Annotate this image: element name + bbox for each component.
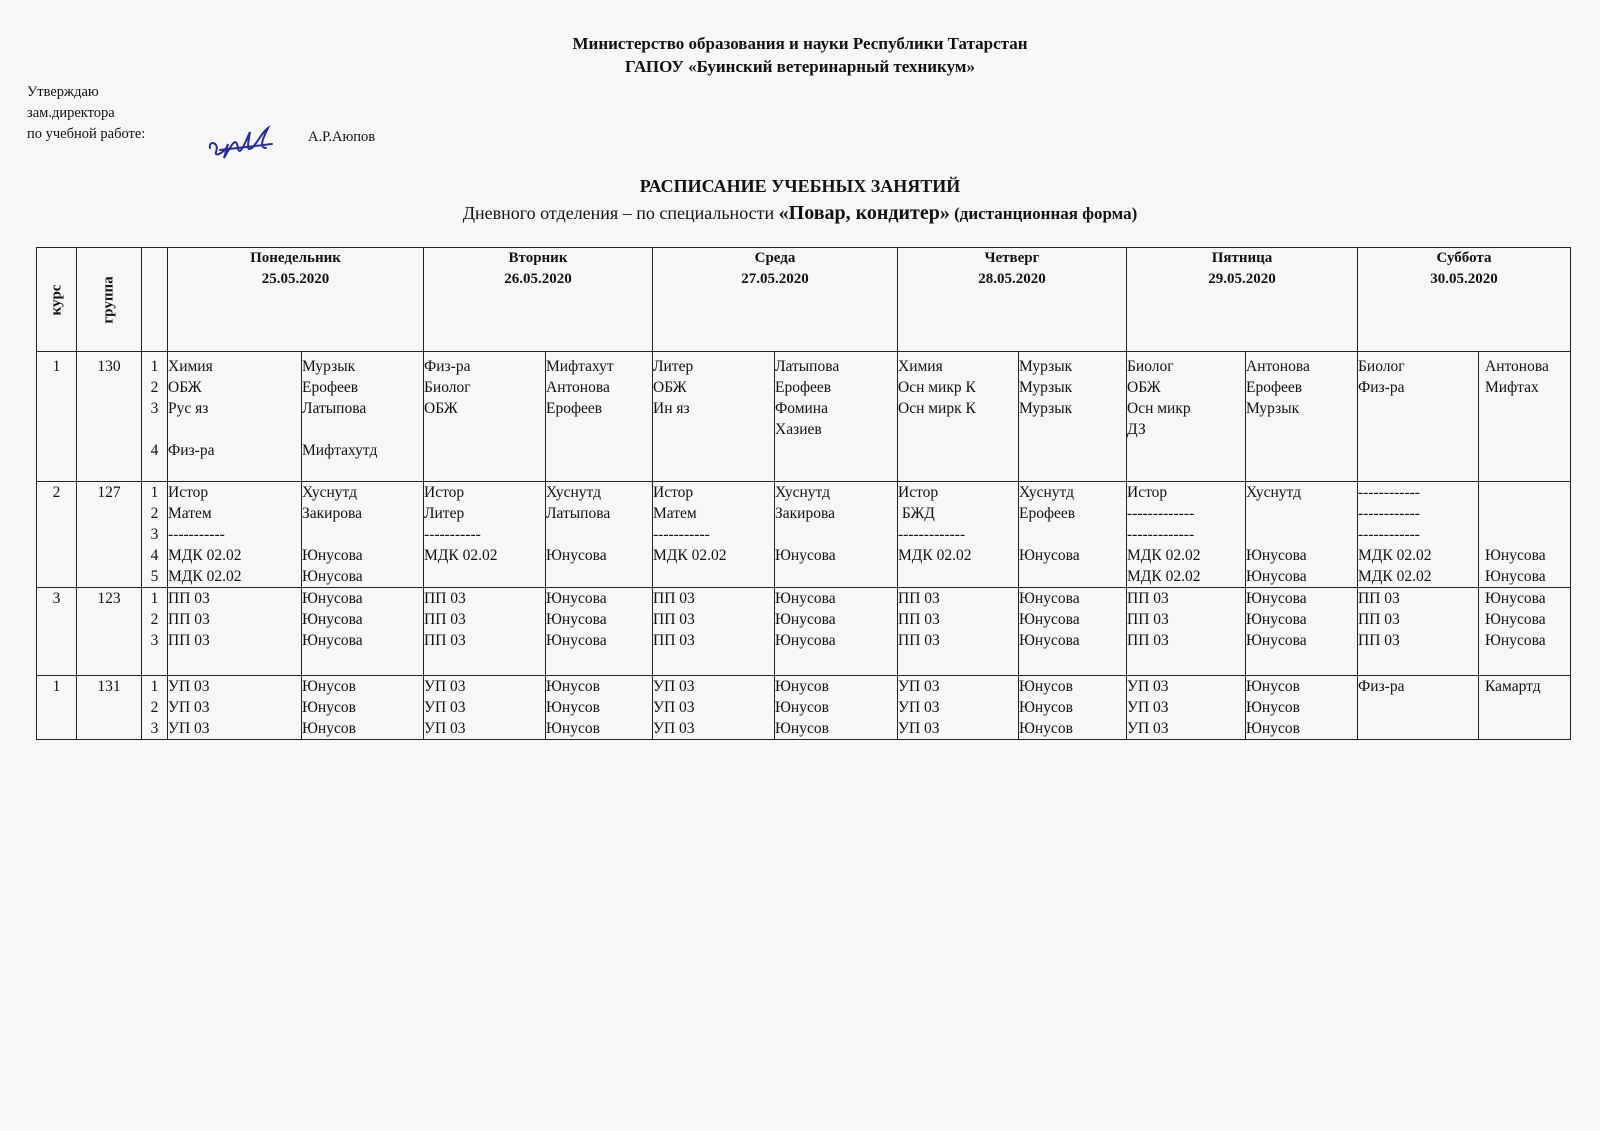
pair-numbers-cell (142, 482, 168, 588)
pair-number: 4 (150, 547, 159, 564)
group-header: группа (77, 248, 142, 352)
teacher-entry: Юнусова (1485, 568, 1546, 585)
teacher-entry: Юнусова (1246, 568, 1307, 585)
group-cell: 131 (77, 676, 142, 740)
subject-entry: ПП 03 (653, 590, 695, 607)
subject-entry: ----------- (424, 526, 481, 543)
subject-entry: ------------ (1358, 484, 1420, 501)
subjects-cell (168, 676, 302, 740)
teacher-entry: Антонова (1246, 358, 1310, 375)
teacher-entry (1485, 524, 1570, 545)
pair-number: 1 (150, 590, 159, 607)
teacher-entry: Мурзык (1019, 358, 1073, 375)
pair-number: 3 (150, 632, 159, 649)
subject-entry: МДК 02.02 (1358, 568, 1432, 585)
teacher-entry: Юнусов (775, 678, 829, 695)
teachers-cell (1019, 588, 1127, 676)
table-row (37, 482, 1571, 588)
subject-entry: ПП 03 (898, 611, 940, 628)
pair-number: 3 (150, 720, 159, 737)
subject-entry: Матем (168, 505, 212, 522)
subjects-cell (898, 482, 1019, 588)
pair-number: 1 (150, 484, 159, 501)
subject-entry: Истор (168, 484, 209, 501)
teacher-entry: Юнусова (1246, 547, 1307, 564)
teacher-entry (1246, 524, 1357, 545)
teacher-entry: Ерофеев (1246, 379, 1303, 396)
subject-entry: МДК 02.02 (1358, 547, 1432, 564)
subject-entry: ПП 03 (1127, 632, 1169, 649)
schedule-subtitle (0, 202, 1600, 225)
subject-entry: ОБЖ (168, 379, 202, 396)
day-header-wednesday: Среда 27.05.2020 (653, 248, 898, 352)
kurs-cell: 3 (37, 588, 77, 676)
teacher-entry: Юнусова (775, 632, 836, 649)
subject-entry: ПП 03 (1127, 611, 1169, 628)
teachers-cell (1479, 676, 1571, 740)
teacher-entry: Юнусова (1485, 632, 1546, 649)
teacher-entry: Хуснутд (1246, 484, 1301, 501)
subject-entry: МДК 02.02 (168, 568, 242, 585)
pair-number: 1 (150, 678, 159, 695)
teachers-cell (546, 482, 653, 588)
table-row (37, 352, 1571, 482)
subject-entry: Ин яз (653, 400, 690, 417)
teachers-cell (1019, 482, 1127, 588)
day-header-friday: Пятница 29.05.2020 (1127, 248, 1358, 352)
subject-entry: Матем (653, 505, 697, 522)
pair-numbers-cell (142, 676, 168, 740)
teacher-entry: Ерофеев (546, 400, 603, 417)
subject-entry: УП 03 (898, 720, 940, 737)
teacher-entry: Юнусова (546, 611, 607, 628)
teacher-entry: Юнусов (302, 720, 356, 737)
subject-entry: УП 03 (898, 699, 940, 716)
teacher-entry: Юнусова (1019, 547, 1080, 564)
subject-entry: ПП 03 (424, 632, 466, 649)
subjects-cell (168, 482, 302, 588)
teachers-cell (1479, 588, 1571, 676)
teacher-entry: Юнусова (1246, 611, 1307, 628)
teachers-cell (1246, 352, 1358, 482)
subjects-cell (653, 482, 775, 588)
teachers-cell (546, 676, 653, 740)
teacher-entry (302, 419, 423, 440)
teacher-entry: Юнусова (1019, 611, 1080, 628)
handwritten-signature (206, 118, 278, 164)
pair-number: 2 (150, 505, 159, 522)
teachers-cell (1246, 676, 1358, 740)
teacher-entry: Юнусов (1019, 720, 1073, 737)
teacher-entry: Латыпова (546, 505, 611, 522)
teacher-entry: Юнусова (1019, 632, 1080, 649)
subject-entry: ПП 03 (168, 590, 210, 607)
subject-entry: ПП 03 (168, 632, 210, 649)
subjects-cell (1127, 352, 1246, 482)
pair-number: 2 (150, 699, 159, 716)
subject-entry: Осн микр (1127, 400, 1191, 417)
teachers-cell (1479, 482, 1571, 588)
teachers-cell (1019, 676, 1127, 740)
pair-number: 4 (150, 442, 159, 459)
teachers-cell (1019, 352, 1127, 482)
teacher-entry: Юнусов (546, 678, 600, 695)
subject-entry: ДЗ (1127, 421, 1146, 438)
subject-entry: ПП 03 (424, 611, 466, 628)
teacher-entry: Мифтах (1485, 379, 1539, 396)
teacher-entry: Юнусова (1485, 611, 1546, 628)
subject-entry: УП 03 (424, 699, 466, 716)
subjects-cell (898, 676, 1019, 740)
subject-entry: Литер (653, 358, 694, 375)
pair-numbers-cell (142, 352, 168, 482)
subject-entry: Физ-ра (424, 358, 471, 375)
school-name: ГАПОУ «Буинский ветеринарный техникум» (625, 57, 975, 76)
teacher-entry: Юнусов (775, 699, 829, 716)
subjects-cell (1358, 588, 1479, 676)
teacher-entry: Юнусов (302, 678, 356, 695)
teachers-cell (302, 676, 424, 740)
subject-entry: УП 03 (653, 678, 695, 695)
subjects-cell (898, 588, 1019, 676)
teachers-cell (775, 352, 898, 482)
subject-entry: ----------- (653, 526, 710, 543)
teacher-entry: Юнусова (546, 590, 607, 607)
teacher-entry (775, 524, 897, 545)
group-cell: 123 (77, 588, 142, 676)
teacher-entry: Юнусова (302, 568, 363, 585)
subject-entry: Физ-ра (168, 442, 215, 459)
teacher-entry (1019, 524, 1126, 545)
teacher-entry: Юнусова (1246, 632, 1307, 649)
teacher-entry: Юнусова (1485, 590, 1546, 607)
subject-entry: Осн микр К (898, 379, 976, 396)
subject-entry: МДК 02.02 (653, 547, 727, 564)
kurs-cell: 1 (37, 352, 77, 482)
subjects-cell (653, 676, 775, 740)
teacher-entry: Камартд (1485, 678, 1541, 695)
subject-entry: МДК 02.02 (1127, 568, 1201, 585)
subject-entry: ------------- (1127, 526, 1195, 543)
signer-name: А.Р.Аюпов (308, 129, 376, 145)
subject-entry: ПП 03 (653, 632, 695, 649)
schedule-title: РАСПИСАНИЕ УЧЕБНЫХ ЗАНЯТИЙ (639, 176, 961, 196)
teachers-cell (775, 482, 898, 588)
approval-line-3: по учебной работе: (27, 126, 146, 142)
day-header-tuesday: Вторник 26.05.2020 (424, 248, 653, 352)
pair-number-header (142, 248, 168, 352)
day-header-thursday: Четверг 28.05.2020 (898, 248, 1127, 352)
subjects-cell (653, 588, 775, 676)
subjects-cell (1127, 588, 1246, 676)
subject-entry: ПП 03 (1358, 632, 1400, 649)
subject-entry: МДК 02.02 (168, 547, 242, 564)
teachers-cell (1479, 352, 1571, 482)
teachers-cell (1246, 588, 1358, 676)
subject-entry: ОБЖ (653, 379, 687, 396)
subject-entry: ПП 03 (168, 611, 210, 628)
subject-entry: Биолог (1127, 358, 1174, 375)
teacher-entry: Юнусова (775, 590, 836, 607)
subject-entry: МДК 02.02 (424, 547, 498, 564)
subject-entry: ОБЖ (424, 400, 458, 417)
teacher-entry: Юнусова (302, 632, 363, 649)
subject-entry: Биолог (424, 379, 471, 396)
subject-entry: ПП 03 (653, 611, 695, 628)
pair-number: 1 (150, 358, 159, 375)
document-header (0, 32, 1600, 78)
subject-entry: ------------- (898, 526, 966, 543)
subtitle-prefix: Дневного отделения – по специальности (462, 203, 779, 223)
subject-entry: УП 03 (1127, 720, 1169, 737)
teacher-entry: Юнусов (546, 720, 600, 737)
subject-entry: Истор (898, 484, 939, 501)
subject-entry: УП 03 (168, 699, 210, 716)
subject-entry: УП 03 (424, 720, 466, 737)
subject-entry: Истор (424, 484, 465, 501)
subject-entry: БЖД (898, 505, 935, 522)
teacher-entry: Юнусов (302, 699, 356, 716)
subject-entry: Химия (168, 358, 213, 375)
teacher-entry: Латыпова (775, 358, 840, 375)
teacher-entry: Ерофеев (775, 379, 832, 396)
teacher-entry: Антонова (1485, 358, 1549, 375)
subject-entry: УП 03 (653, 720, 695, 737)
teacher-entry: Юнусова (302, 590, 363, 607)
teacher-entry: Юнусова (546, 547, 607, 564)
subject-entry: ----------- (168, 526, 225, 543)
ministry-name: Министерство образования и науки Республики Татарстан (572, 34, 1028, 53)
subject-entry: ------------ (1358, 526, 1420, 543)
day-header-saturday: Суббота 30.05.2020 (1358, 248, 1571, 352)
specialty-name: «Повар, кондитер» (778, 202, 950, 224)
teacher-entry: Мифтахут (546, 358, 614, 375)
teacher-entry: Хуснутд (302, 484, 357, 501)
kurs-header: курс (37, 248, 77, 352)
teachers-cell (1246, 482, 1358, 588)
subject-entry: Осн мирк К (898, 400, 976, 417)
subject-entry: Физ-ра (1358, 678, 1405, 695)
table-row (37, 588, 1571, 676)
teacher-entry: Юнусова (775, 547, 836, 564)
subjects-cell (424, 588, 546, 676)
pair-number: 3 (150, 400, 159, 417)
teachers-cell (302, 482, 424, 588)
teacher-entry: Хуснутд (775, 484, 830, 501)
subject-entry: УП 03 (898, 678, 940, 695)
subject-entry: УП 03 (168, 720, 210, 737)
subjects-cell (1358, 676, 1479, 740)
teacher-entry: Юнусова (1485, 547, 1546, 564)
subject-entry: ПП 03 (424, 590, 466, 607)
pair-number: 5 (150, 568, 159, 585)
teacher-entry: Мурзык (1246, 400, 1300, 417)
approval-line-1: Утверждаю (27, 84, 99, 100)
pair-number: 2 (150, 379, 159, 396)
subjects-cell (168, 352, 302, 482)
teachers-cell (775, 588, 898, 676)
subject-entry: Истор (1127, 484, 1168, 501)
teacher-entry: Юнусов (1246, 720, 1300, 737)
subject-entry: ПП 03 (1358, 611, 1400, 628)
teacher-entry (1246, 503, 1357, 524)
teacher-entry: Юнусова (1019, 590, 1080, 607)
teacher-entry (546, 524, 652, 545)
teacher-entry: Мифтахутд (302, 442, 378, 459)
subject-entry: УП 03 (653, 699, 695, 716)
teacher-entry: Юнусова (302, 547, 363, 564)
teacher-entry: Юнусов (1019, 678, 1073, 695)
teacher-entry: Хазиев (775, 421, 822, 438)
pair-number (142, 419, 167, 440)
subjects-cell (1127, 676, 1246, 740)
subject-entry: УП 03 (424, 678, 466, 695)
teachers-cell (302, 588, 424, 676)
teacher-entry: Юнусов (1246, 678, 1300, 695)
subject-entry: ------------- (1127, 505, 1195, 522)
study-form: (дистанционная форма) (949, 204, 1138, 223)
teacher-entry: Латыпова (302, 400, 367, 417)
teachers-cell (546, 352, 653, 482)
kurs-cell: 2 (37, 482, 77, 588)
subject-entry: ПП 03 (1358, 590, 1400, 607)
kurs-cell: 1 (37, 676, 77, 740)
teacher-entry: Хуснутд (546, 484, 601, 501)
teacher-entry: Ерофеев (302, 379, 359, 396)
teachers-cell (546, 588, 653, 676)
subject-entry: МДК 02.02 (1127, 547, 1201, 564)
subjects-cell (1358, 352, 1479, 482)
teachers-cell (302, 352, 424, 482)
teacher-entry: Юнусова (775, 611, 836, 628)
pair-number: 3 (150, 526, 159, 543)
subject-entry: Литер (424, 505, 465, 522)
subject-entry: ПП 03 (1127, 590, 1169, 607)
group-cell: 127 (77, 482, 142, 588)
subject-entry: УП 03 (1127, 699, 1169, 716)
subject-entry: ПП 03 (898, 590, 940, 607)
pair-numbers-cell (142, 588, 168, 676)
subjects-cell (424, 676, 546, 740)
subjects-cell (1358, 482, 1479, 588)
subject-entry: ОБЖ (1127, 379, 1161, 396)
schedule-table (36, 247, 1571, 740)
teacher-entry (302, 524, 423, 545)
subject-entry: Биолог (1358, 358, 1405, 375)
subject-entry: УП 03 (1127, 678, 1169, 695)
table-header-row (37, 248, 1571, 352)
teacher-entry: Закирова (775, 505, 835, 522)
subjects-cell (898, 352, 1019, 482)
teachers-cell (775, 676, 898, 740)
subject-entry: Химия (898, 358, 943, 375)
approval-block (27, 82, 145, 145)
teacher-entry: Юнусов (1246, 699, 1300, 716)
teacher-entry: Юнусов (1019, 699, 1073, 716)
subject-entry: Истор (653, 484, 694, 501)
teacher-entry: Юнусов (546, 699, 600, 716)
teacher-entry (1485, 503, 1570, 524)
subject-entry: Рус яз (168, 400, 209, 417)
subject-entry: Физ-ра (1358, 379, 1405, 396)
teacher-entry: Юнусова (546, 632, 607, 649)
subject-entry: МДК 02.02 (898, 547, 972, 564)
approval-line-2: зам.директора (27, 105, 115, 121)
teacher-entry: Ерофеев (1019, 505, 1076, 522)
subjects-cell (424, 352, 546, 482)
teacher-entry: Юнусов (775, 720, 829, 737)
subjects-cell (1127, 482, 1246, 588)
pair-number: 2 (150, 611, 159, 628)
table-row (37, 676, 1571, 740)
teacher-entry: Мурзык (1019, 400, 1073, 417)
teacher-entry: Антонова (546, 379, 610, 396)
subject-entry (168, 419, 301, 440)
subjects-cell (168, 588, 302, 676)
teacher-entry: Юнусова (1246, 590, 1307, 607)
subject-entry: УП 03 (168, 678, 210, 695)
teacher-entry: Хуснутд (1019, 484, 1074, 501)
day-header-monday: Понедельник 25.05.2020 (168, 248, 424, 352)
teacher-entry: Юнусова (302, 611, 363, 628)
teacher-entry: Мурзык (1019, 379, 1073, 396)
teacher-entry: Фомина (775, 400, 828, 417)
subject-entry: ПП 03 (898, 632, 940, 649)
subjects-cell (424, 482, 546, 588)
group-cell: 130 (77, 352, 142, 482)
subject-entry: ------------ (1358, 505, 1420, 522)
teacher-entry: Мурзык (302, 358, 356, 375)
teacher-entry: Закирова (302, 505, 362, 522)
subjects-cell (653, 352, 775, 482)
teacher-entry (1485, 482, 1570, 503)
